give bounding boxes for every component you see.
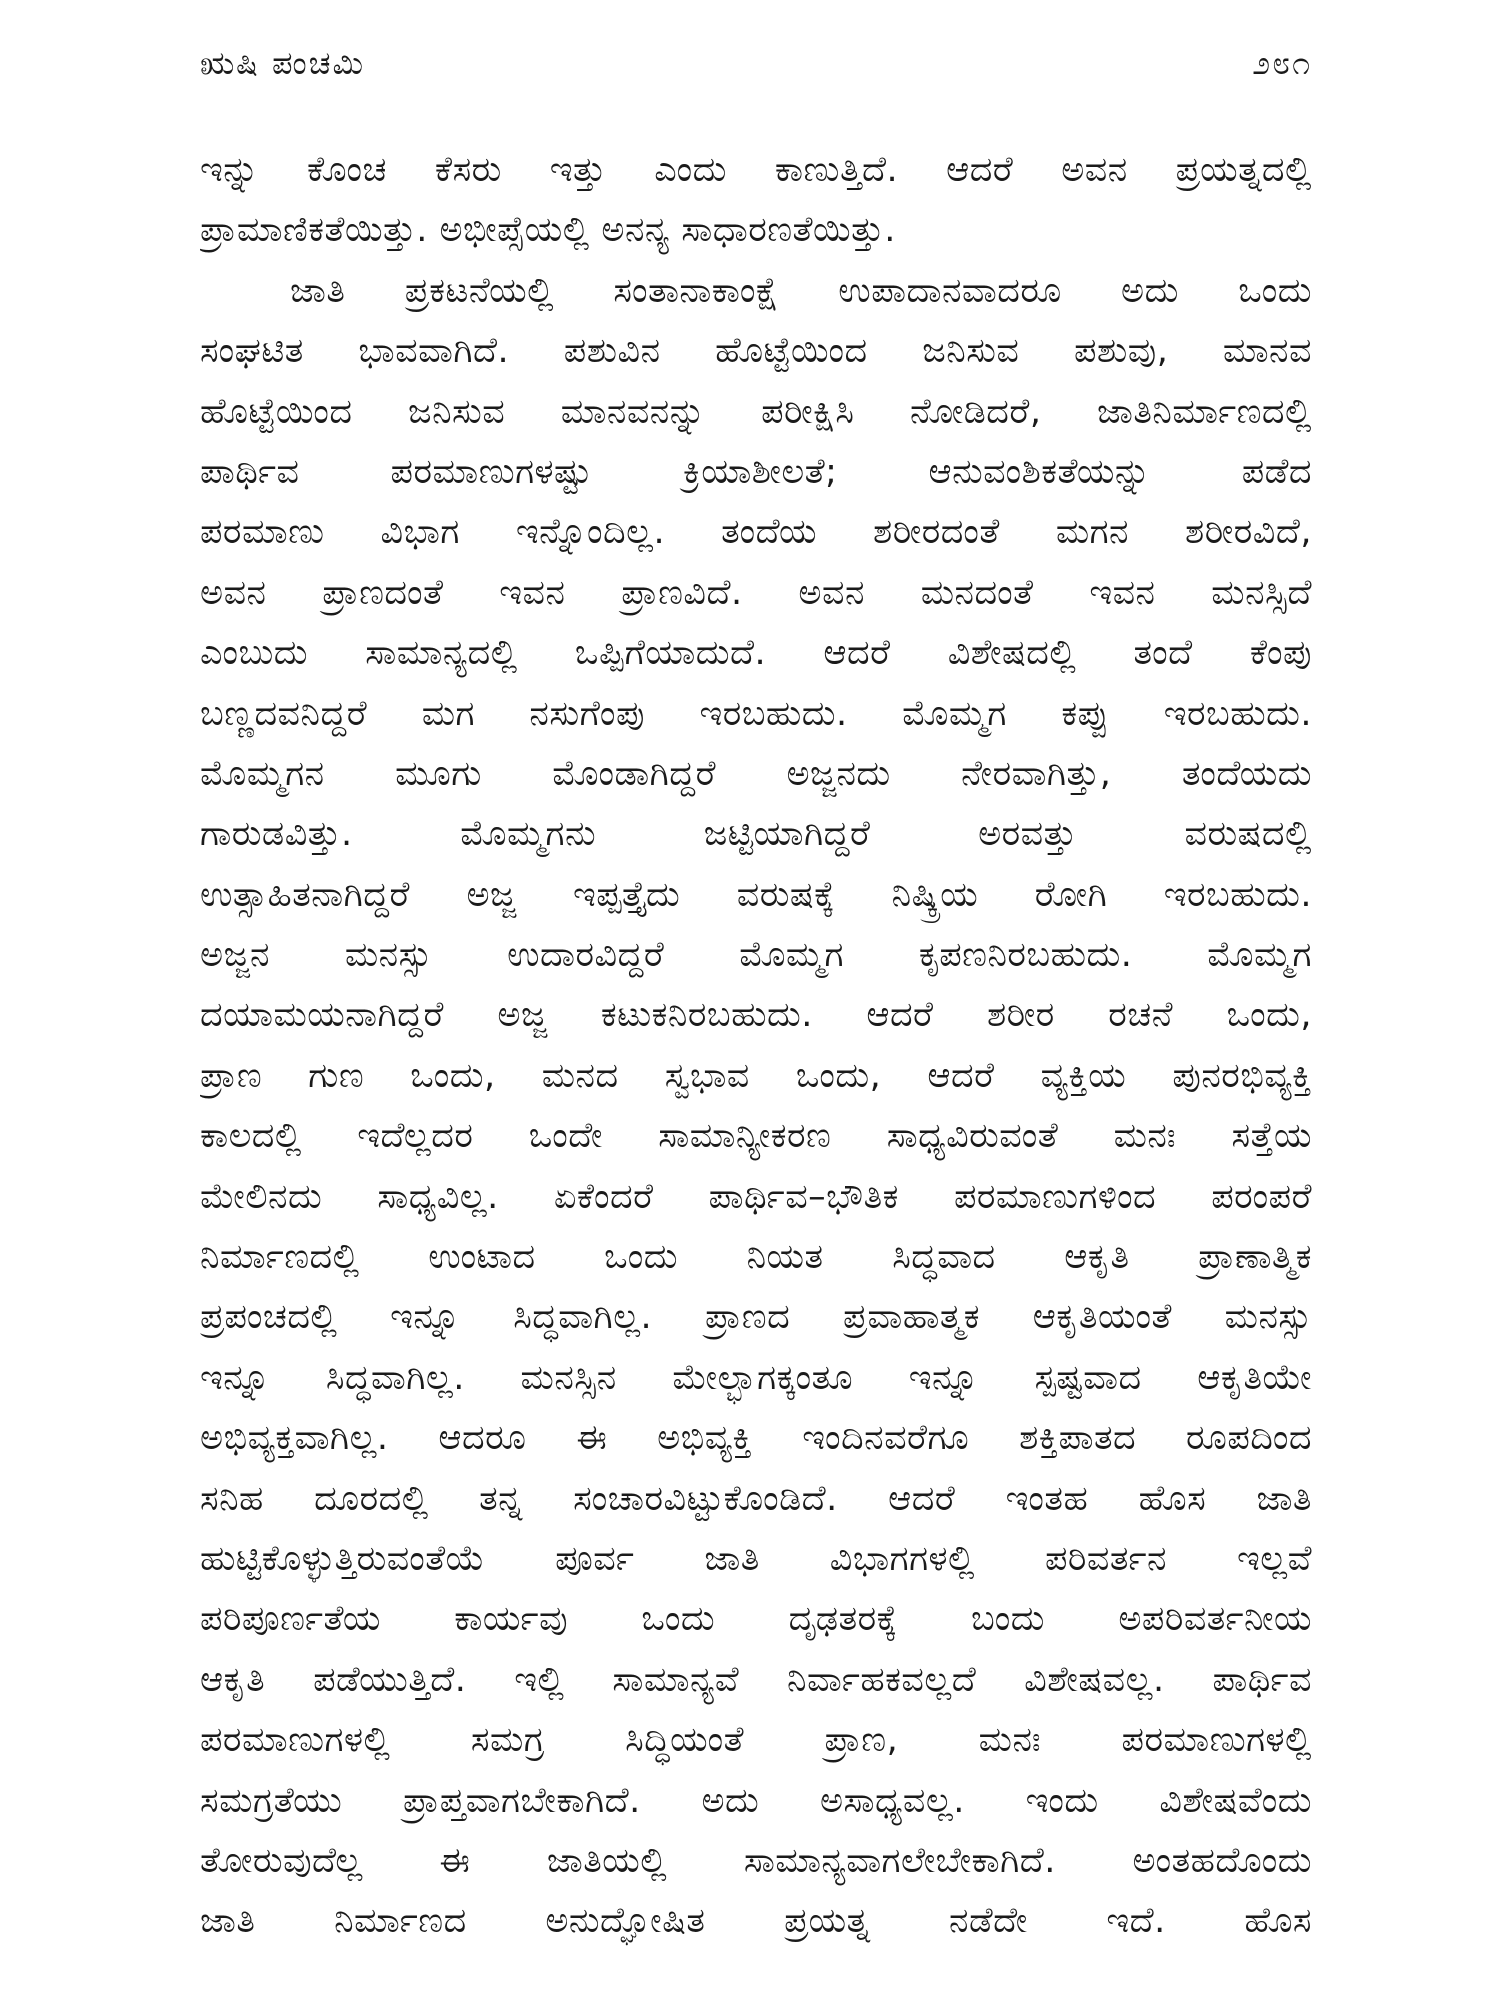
text-line: ಪ್ರಾಣ ಗುಣ ಒಂದು, ಮನದ ಸ್ವಭಾವ ಒಂದು, ಆದರೆ ವ್ಯಕ್ತಿಯ ಪುನರಭಿವ್ಯಕ್ತಿ <box>200 1055 1312 1096</box>
running-head <box>200 38 1312 88</box>
text-line: ಪರಿಪೂರ್ಣತೆಯ ಕಾರ್ಯವು ಒಂದು ದೃಢತರಕ್ಕೆ ಬಂದು ಅಪರಿವರ್ತನೀಯ <box>200 1599 1312 1640</box>
text-line: ದಯಾಮಯನಾಗಿದ್ದರೆ ಅಜ್ಜ ಕಟುಕನಿರಬಹುದು. ಆದರೆ ಶರೀರ ರಚನೆ ಒಂದು, <box>200 995 1312 1036</box>
text-line: ಎಂಬುದು ಸಾಮಾನ್ಯದಲ್ಲಿ ಒಪ್ಪಿಗೆಯಾದುದೆ. ಆದರೆ ವಿಶೇಷದಲ್ಲಿ ತಂದೆ ಕೆಂಪು <box>200 633 1312 674</box>
book-page <box>200 0 1312 2000</box>
chapter-title: ಋಷಿ ಪಂಚಮಿ <box>200 44 366 82</box>
body-text <box>200 140 1312 1952</box>
text-line: ಗಾರುಡವಿತ್ತು. ಮೊಮ್ಮಗನು ಜಟ್ಟಿಯಾಗಿದ್ದರೆ ಅರವತ್ತು ವರುಷದಲ್ಲಿ <box>200 814 1312 855</box>
text-line: ನಿರ್ಮಾಣದಲ್ಲಿ ಉಂಟಾದ ಒಂದು ನಿಯತ ಸಿದ್ಧವಾದ ಆಕೃತಿ ಪ್ರಾಣಾತ್ಮಿಕ <box>200 1237 1312 1278</box>
text-line: ಸನಿಹ ದೂರದಲ್ಲಿ ತನ್ನ ಸಂಚಾರವಿಟ್ಟುಕೊಂಡಿದೆ. ಆದರೆ ಇಂತಹ ಹೊಸ ಜಾತಿ <box>200 1478 1312 1519</box>
text-line: ಅಭಿವ್ಯಕ್ತವಾಗಿಲ್ಲ. ಆದರೂ ಈ ಅಭಿವ್ಯಕ್ತಿ ಇಂದಿನವರೆಗೂ ಶಕ್ತಿಪಾತದ ರೂಪದಿಂದ <box>200 1418 1312 1459</box>
text-line: ಜಾತಿ ಪ್ರಕಟನೆಯಲ್ಲಿ ಸಂತಾನಾಕಾಂಕ್ಷೆ ಉಪಾದಾನವಾದರೂ ಅದು ಒಂದು <box>290 270 1312 311</box>
text-line: ತೋರುವುದೆಲ್ಲ ಈ ಜಾತಿಯಲ್ಲಿ ಸಾಮಾನ್ಯವಾಗಲೇಬೇಕಾಗಿದೆ. ಅಂತಹದೊಂದು <box>200 1840 1312 1881</box>
text-line: ಆಕೃತಿ ಪಡೆಯುತ್ತಿದೆ. ಇಲ್ಲಿ ಸಾಮಾನ್ಯವೆ ನಿರ್ವಾಹಕವಲ್ಲದೆ ವಿಶೇಷವಲ್ಲ. ಪಾರ್ಥಿವ <box>200 1659 1312 1700</box>
text-line: ಹುಟ್ಟಿಕೊಳ್ಳುತ್ತಿರುವಂತೆಯೆ ಪೂರ್ವ ಜಾತಿ ವಿಭಾಗಗಳಲ್ಲಿ ಪರಿವರ್ತನ ಇಲ್ಲವೆ <box>200 1538 1312 1579</box>
text-line: ಪ್ರಪಂಚದಲ್ಲಿ ಇನ್ನೂ ಸಿದ್ಧವಾಗಿಲ್ಲ. ಪ್ರಾಣದ ಪ್ರವಾಹಾತ್ಮಕ ಆಕೃತಿಯಂತೆ ಮನಸ್ಸು <box>200 1297 1312 1338</box>
text-line: ಪ್ರಾಮಾಣಿಕತೆಯಿತ್ತು. ಅಭೀಪ್ಸೆಯಲ್ಲಿ ಅನನ್ಯ ಸಾಧಾರಣತೆಯಿತ್ತು. <box>200 210 896 251</box>
text-line: ಸಂಘಟಿತ ಭಾವವಾಗಿದೆ. ಪಶುವಿನ ಹೊಟ್ಟೆಯಿಂದ ಜನಿಸುವ ಪಶುವು, ಮಾನವ <box>200 331 1312 372</box>
text-line: ಕಾಲದಲ್ಲಿ ಇದೆಲ್ಲದರ ಒಂದೇ ಸಾಮಾನ್ಯೀಕರಣ ಸಾಧ್ಯವಿರುವಂತೆ ಮನಃ ಸತ್ತೆಯ <box>200 1116 1312 1157</box>
page-number: ೨೮೧ <box>1252 44 1312 82</box>
text-line: ಉತ್ಸಾಹಿತನಾಗಿದ್ದರೆ ಅಜ್ಜ ಇಪ್ಪತ್ತೈದು ವರುಷಕ್ಕೆ ನಿಷ್ಕ್ರಿಯ ರೋಗಿ ಇರಬಹುದು. <box>200 874 1312 915</box>
text-line: ಮೊಮ್ಮಗನ ಮೂಗು ಮೊಂಡಾಗಿದ್ದರೆ ಅಜ್ಜನದು ನೇರವಾಗಿತ್ತು, ತಂದೆಯದು <box>200 753 1312 794</box>
text-line: ಪರಮಾಣು ವಿಭಾಗ ಇನ್ನೊಂದಿಲ್ಲ. ತಂದೆಯ ಶರೀರದಂತೆ ಮಗನ ಶರೀರವಿದೆ, <box>200 512 1312 553</box>
text-line: ಸಮಗ್ರತೆಯು ಪ್ರಾಪ್ತವಾಗಬೇಕಾಗಿದೆ. ಅದು ಅಸಾಧ್ಯವಲ್ಲ. ಇಂದು ವಿಶೇಷವೆಂದು <box>200 1780 1312 1821</box>
text-line: ಅಜ್ಜನ ಮನಸ್ಸು ಉದಾರವಿದ್ದರೆ ಮೊಮ್ಮಗ ಕೃಪಣನಿರಬಹುದು. ಮೊಮ್ಮಗ <box>200 935 1312 976</box>
text-line: ಇನ್ನೂ ಸಿದ್ಧವಾಗಿಲ್ಲ. ಮನಸ್ಸಿನ ಮೇಲ್ಭಾಗಕ್ಕಂತೂ ಇನ್ನೂ ಸ್ಪಷ್ಟವಾದ ಆಕೃತಿಯೇ <box>200 1357 1312 1398</box>
text-line: ಬಣ್ಣದವನಿದ್ದರೆ ಮಗ ನಸುಗೆಂಪು ಇರಬಹುದು. ಮೊಮ್ಮಗ ಕಪ್ಪು ಇರಬಹುದು. <box>200 693 1312 734</box>
text-line: ಇನ್ನು ಕೊಂಚ ಕೆಸರು ಇತ್ತು ಎಂದು ಕಾಣುತ್ತಿದೆ. ಆದರೆ ಅವನ ಪ್ರಯತ್ನದಲ್ಲಿ <box>200 150 1312 190</box>
text-line: ಹೊಟ್ಟೆಯಿಂದ ಜನಿಸುವ ಮಾನವನನ್ನು ಪರೀಕ್ಷಿಸಿ ನೋಡಿದರೆ, ಜಾತಿನಿರ್ಮಾಣದಲ್ಲಿ <box>200 391 1312 432</box>
text-line: ಅವನ ಪ್ರಾಣದಂತೆ ಇವನ ಪ್ರಾಣವಿದೆ. ಅವನ ಮನದಂತೆ ಇವನ ಮನಸ್ಸಿದೆ <box>200 572 1312 613</box>
text-line: ಪರಮಾಣುಗಳಲ್ಲಿ ಸಮಗ್ರ ಸಿದ್ಧಿಯಂತೆ ಪ್ರಾಣ, ಮನಃ ಪರಮಾಣುಗಳಲ್ಲಿ <box>200 1720 1312 1761</box>
text-line: ಮೇಲಿನದು ಸಾಧ್ಯವಿಲ್ಲ. ಏಕೆಂದರೆ ಪಾರ್ಥಿವ–ಭೌತಿಕ ಪರಮಾಣುಗಳಿಂದ ಪರಂಪರೆ <box>200 1176 1312 1217</box>
text-line: ಜಾತಿ ನಿರ್ಮಾಣದ ಅನುದ್ಘೋಷಿತ ಪ್ರಯತ್ನ ನಡೆದೇ ಇದೆ. ಹೊಸ <box>200 1901 1312 1942</box>
text-line: ಪಾರ್ಥಿವ ಪರಮಾಣುಗಳಷ್ಟು ಕ್ರಿಯಾಶೀಲತೆ; ಆನುವಂಶಿಕತೆಯನ್ನು ಪಡೆದ <box>200 451 1312 492</box>
